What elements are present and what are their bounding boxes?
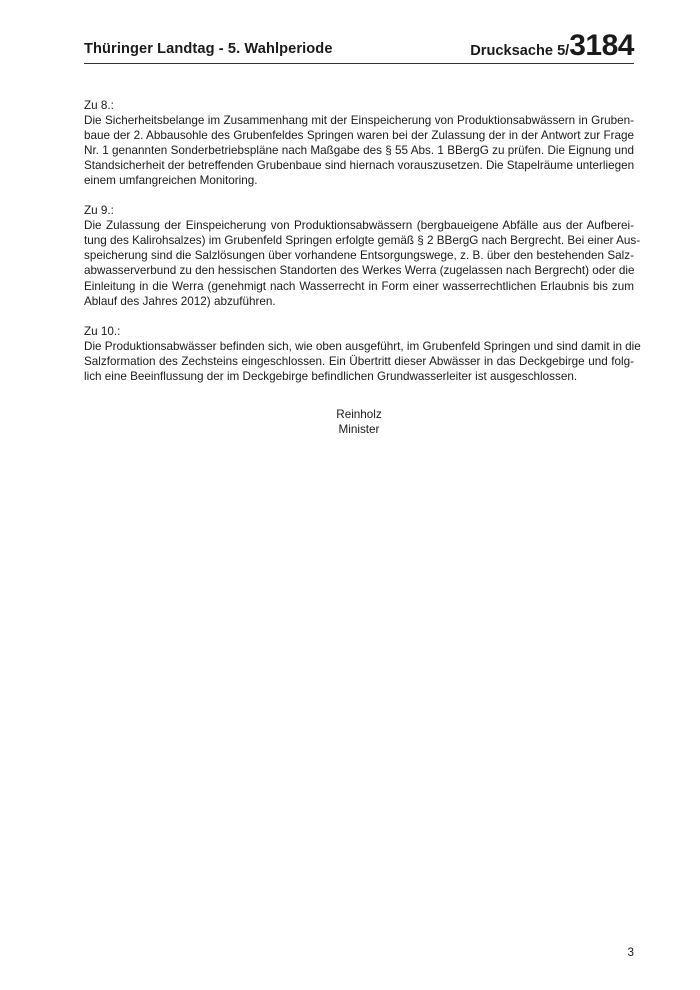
paragraph-line: Die Zulassung der Einspeicherung von Produktionsabwässern (bergbaueigene Abfälle aus der Aufberei- bbox=[84, 219, 634, 233]
signature-block bbox=[84, 407, 634, 437]
document-reference bbox=[470, 31, 634, 61]
section-heading: Zu 9.: bbox=[84, 204, 114, 218]
signatory-role: Minister bbox=[338, 423, 380, 436]
parliament-title: Thüringer Landtag - 5. Wahlperiode bbox=[84, 41, 333, 57]
paragraph-line: Salzformation des Zechsteins eingeschlossen. Ein Übertritt dieser Abwässer in das Deckgebirge und folg- bbox=[84, 354, 634, 368]
paragraph-line: Die Produktionsabwässer befinden sich, wie oben ausgeführt, im Grubenfeld Springen und sind damit in die bbox=[84, 339, 641, 353]
answer-section-8 bbox=[84, 98, 634, 188]
document-number: 3184 bbox=[569, 29, 634, 62]
section-heading: Zu 10.: bbox=[84, 324, 121, 338]
document-prefix: Drucksache 5/ bbox=[470, 43, 570, 59]
paragraph-line: Ablauf des Jahres 2012) abzuführen. bbox=[84, 294, 276, 308]
header-divider bbox=[84, 63, 634, 64]
page-number: 3 bbox=[627, 946, 634, 959]
paragraph-line: Standsicherheit der betreffenden Grubenbaue sind hiernach vorauszusetzen. Die Stapelräume unterliegen bbox=[84, 159, 635, 173]
answer-section-9 bbox=[84, 203, 641, 308]
paragraph-line: tung des Kalirohsalzes) im Grubenfeld Springen erfolgte gemäß § 2 BBergG nach Bergrecht. Bei einer Aus- bbox=[84, 234, 641, 248]
paragraph-line: abwasserverbund zu den hessischen Standorten des Werkes Werra (zugelassen nach Bergrecht) oder die bbox=[84, 264, 635, 278]
answer-section-10 bbox=[84, 324, 641, 384]
paragraph-line: lich eine Beeinflussung der im Deckgebirge befindlichen Grundwasserleiter ist ausgeschlossen. bbox=[84, 369, 578, 383]
page-header bbox=[84, 30, 634, 64]
paragraph-line: Die Sicherheitsbelange im Zusammenhang mit der Einspeicherung von Produktionsabwässern in Gruben- bbox=[84, 114, 634, 128]
paragraph-line: baue der 2. Abbausohle des Grubenfeldes Springen waren bei der Zulassung der in der Antwort zur Frage bbox=[84, 129, 634, 143]
section-heading: Zu 8.: bbox=[84, 99, 114, 112]
signatory-name: Reinholz bbox=[336, 408, 382, 421]
paragraph-line: einem umfangreichen Monitoring. bbox=[84, 174, 258, 188]
document-body bbox=[84, 98, 641, 399]
paragraph-line: speicherung sind die Salzlösungen über vorhandene Entsorgungswege, z. B. über den bestehenden Salz- bbox=[84, 249, 634, 263]
paragraph-line: Einleitung in die Werra (genehmigt nach Wasserrecht in Form einer wasserrechtlichen Erlaubnis bis zum bbox=[84, 279, 634, 293]
paragraph-line: Nr. 1 genannten Sonderbetriebspläne nach Maßgabe des § 55 Abs. 1 BBergG zu prüfen. Die Eignung und bbox=[84, 144, 634, 158]
